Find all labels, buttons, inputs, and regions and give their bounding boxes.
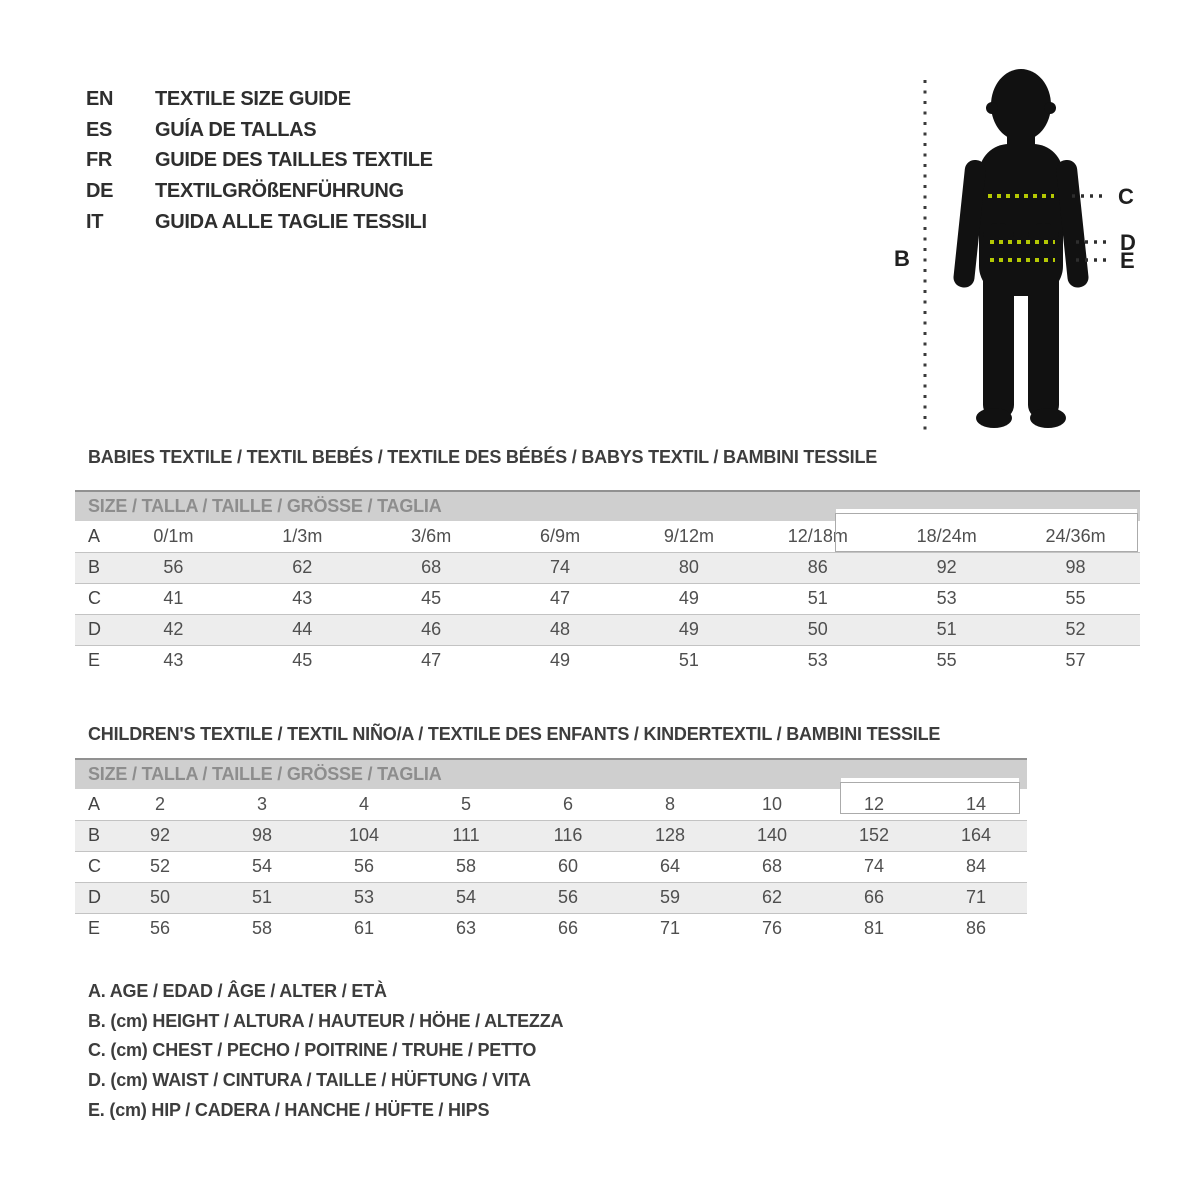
size-cell: 152 [858,825,890,845]
row-label: D [88,887,101,907]
size-cell: 62 [292,557,313,577]
size-table-row-d [75,882,1027,913]
size-table-row-a [75,789,1027,820]
size-cell: 5 [460,793,471,814]
row-label: A [88,525,101,546]
size-cell: 64 [659,856,681,876]
language-code: EN [86,87,114,110]
language-row [86,207,433,238]
size-cell: 44 [292,619,313,639]
size-cell: 12/18m [787,525,848,546]
language-title-list [86,84,433,238]
size-cell: 128 [654,825,686,845]
size-table-row-c [75,851,1027,882]
size-cell: 47 [550,588,571,608]
legend-line: E. (cm) HIP / CADERA / HANCHE / HÜFTE / HIPS [88,1099,490,1120]
babies-size-table [75,490,1140,676]
language-code: IT [86,211,104,234]
size-cell: 56 [353,856,375,876]
size-cell: 111 [452,825,480,845]
size-cell: 66 [557,918,579,939]
measurement-legend [88,977,563,1125]
size-cell: 92 [149,825,171,845]
size-cell: 116 [553,825,583,845]
size-cell: 104 [348,825,380,845]
children-section-title: CHILDREN'S TEXTILE / TEXTIL NIÑO/A / TEXTILE DES ENFANTS / KINDERTEXTIL / BAMBINI TESSILE [88,724,941,744]
height-label: B [894,246,910,271]
size-cell: 53 [936,588,957,608]
size-cell: 2 [154,793,165,814]
size-cell: 74 [863,856,885,876]
language-code: DE [86,180,114,203]
legend-line: A. AGE / EDAD / ÂGE / ALTER / ETÀ [88,981,387,1002]
size-cell: 45 [292,650,313,671]
size-cell: 54 [251,856,273,876]
language-title: GUIDE DES TAILLES TEXTILE [155,149,433,172]
size-table-row-a [75,521,1140,552]
child-silhouette [953,69,1090,428]
size-cell: 47 [421,650,442,671]
legend-line: B. (cm) HEIGHT / ALTURA / HAUTEUR / HÖHE / ALTEZZA [88,1010,564,1031]
size-table-row-b [75,552,1140,583]
size-cell: 68 [421,557,442,577]
size-cell: 46 [421,619,442,639]
size-cell: 55 [936,650,957,671]
size-cell: 74 [550,557,571,577]
size-cell: 61 [353,918,375,939]
legend-line: D. (cm) WAIST / CINTURA / TAILLE / HÜFTUNG / VITA [88,1070,531,1091]
size-cell: 14 [965,793,987,814]
size-cell: 51 [807,588,828,608]
size-cell: 3/6m [411,525,452,546]
legend-line: C. (cm) CHEST / PECHO / POITRINE / TRUHE / PETTO [88,1040,537,1061]
size-cell: 24/36m [1045,525,1106,546]
size-header-bar: SIZE / TALLA / TAILLE / GRÖSSE / TAGLIA [75,490,1140,521]
language-code: FR [86,149,113,172]
size-cell: 9/12m [663,525,714,546]
size-cell: 60 [557,856,579,876]
language-row [86,84,433,115]
size-cell: 92 [936,557,957,577]
size-cell: 51 [678,650,699,671]
row-label: E [88,918,101,939]
row-label: A [88,793,101,814]
babies-table [75,521,1140,676]
size-cell: 10 [761,793,783,814]
size-cell: 50 [149,887,171,907]
children-table [75,789,1027,944]
size-cell: 52 [149,856,171,876]
chest-label: C [1118,184,1134,209]
size-cell: 49 [678,619,699,639]
size-cell: 12 [863,793,885,814]
size-cell: 56 [163,557,184,577]
language-row [86,176,433,207]
row-label: C [88,856,101,876]
size-cell: 58 [251,918,273,939]
size-cell: 66 [863,887,885,907]
size-cell: 84 [965,856,987,876]
size-cell: 50 [807,619,828,639]
size-cell: 55 [1065,588,1086,608]
size-cell: 57 [1065,650,1086,671]
size-table-row-b [75,820,1027,851]
size-header-bar: SIZE / TALLA / TAILLE / GRÖSSE / TAGLIA [75,758,1027,789]
size-table-row-e [75,913,1027,944]
language-row [86,146,433,177]
language-row [86,115,433,146]
babies-section-title: BABIES TEXTILE / TEXTIL BEBÉS / TEXTILE DES BÉBÉS / BABYS TEXTIL / BAMBINI TESSILE [88,447,878,467]
size-cell: 71 [659,918,681,939]
size-cell: 8 [664,793,675,814]
language-title: GUIDA ALLE TAGLIE TESSILI [155,211,427,234]
size-cell: 4 [358,793,369,814]
size-cell: 3 [256,793,267,814]
size-cell: 49 [550,650,571,671]
size-cell: 0/1m [153,525,194,546]
size-cell: 42 [163,619,184,639]
size-cell: 71 [965,887,987,907]
size-cell: 58 [455,856,477,876]
size-cell: 52 [1065,619,1086,639]
waist-label: D [1120,230,1136,255]
size-cell: 51 [251,887,273,907]
language-code: ES [86,118,113,141]
language-title: GUÍA DE TALLAS [155,118,317,141]
size-cell: 68 [761,856,783,876]
size-cell: 86 [965,918,987,939]
size-cell: 18/24m [916,525,977,546]
size-cell: 41 [163,588,184,608]
size-cell: 48 [550,619,571,639]
size-cell: 140 [756,825,788,845]
row-label: C [88,588,101,608]
size-cell: 62 [761,887,783,907]
size-cell: 1/3m [282,525,323,546]
child-silhouette-figure [880,48,1180,448]
size-cell: 81 [863,918,885,939]
size-table-row-c [75,583,1140,614]
language-title: TEXTILE SIZE GUIDE [155,87,351,110]
size-cell: 43 [292,588,313,608]
size-cell: 51 [936,619,957,639]
size-cell: 164 [960,825,992,845]
size-cell: 56 [557,887,579,907]
row-label: B [88,825,101,845]
children-size-table [75,758,1027,944]
size-cell: 98 [1065,557,1086,577]
size-cell: 6/9m [540,525,581,546]
size-table-row-e [75,645,1140,676]
size-cell: 54 [455,887,477,907]
row-label: B [88,557,101,577]
row-label: D [88,619,101,639]
size-cell: 59 [659,887,681,907]
size-cell: 63 [455,918,477,939]
size-cell: 98 [251,825,273,845]
size-cell: 86 [807,557,828,577]
language-title: TEXTILGRÖßENFÜHRUNG [155,180,404,203]
row-label: E [88,650,101,671]
size-cell: 49 [678,588,699,608]
size-cell: 43 [163,650,184,671]
size-cell: 45 [421,588,442,608]
size-table-row-d [75,614,1140,645]
hip-label: E [1120,248,1135,273]
size-cell: 53 [353,887,375,907]
size-cell: 53 [807,650,828,671]
size-cell: 6 [562,793,573,814]
size-cell: 56 [149,918,171,939]
size-cell: 76 [761,918,783,939]
size-cell: 80 [678,557,699,577]
